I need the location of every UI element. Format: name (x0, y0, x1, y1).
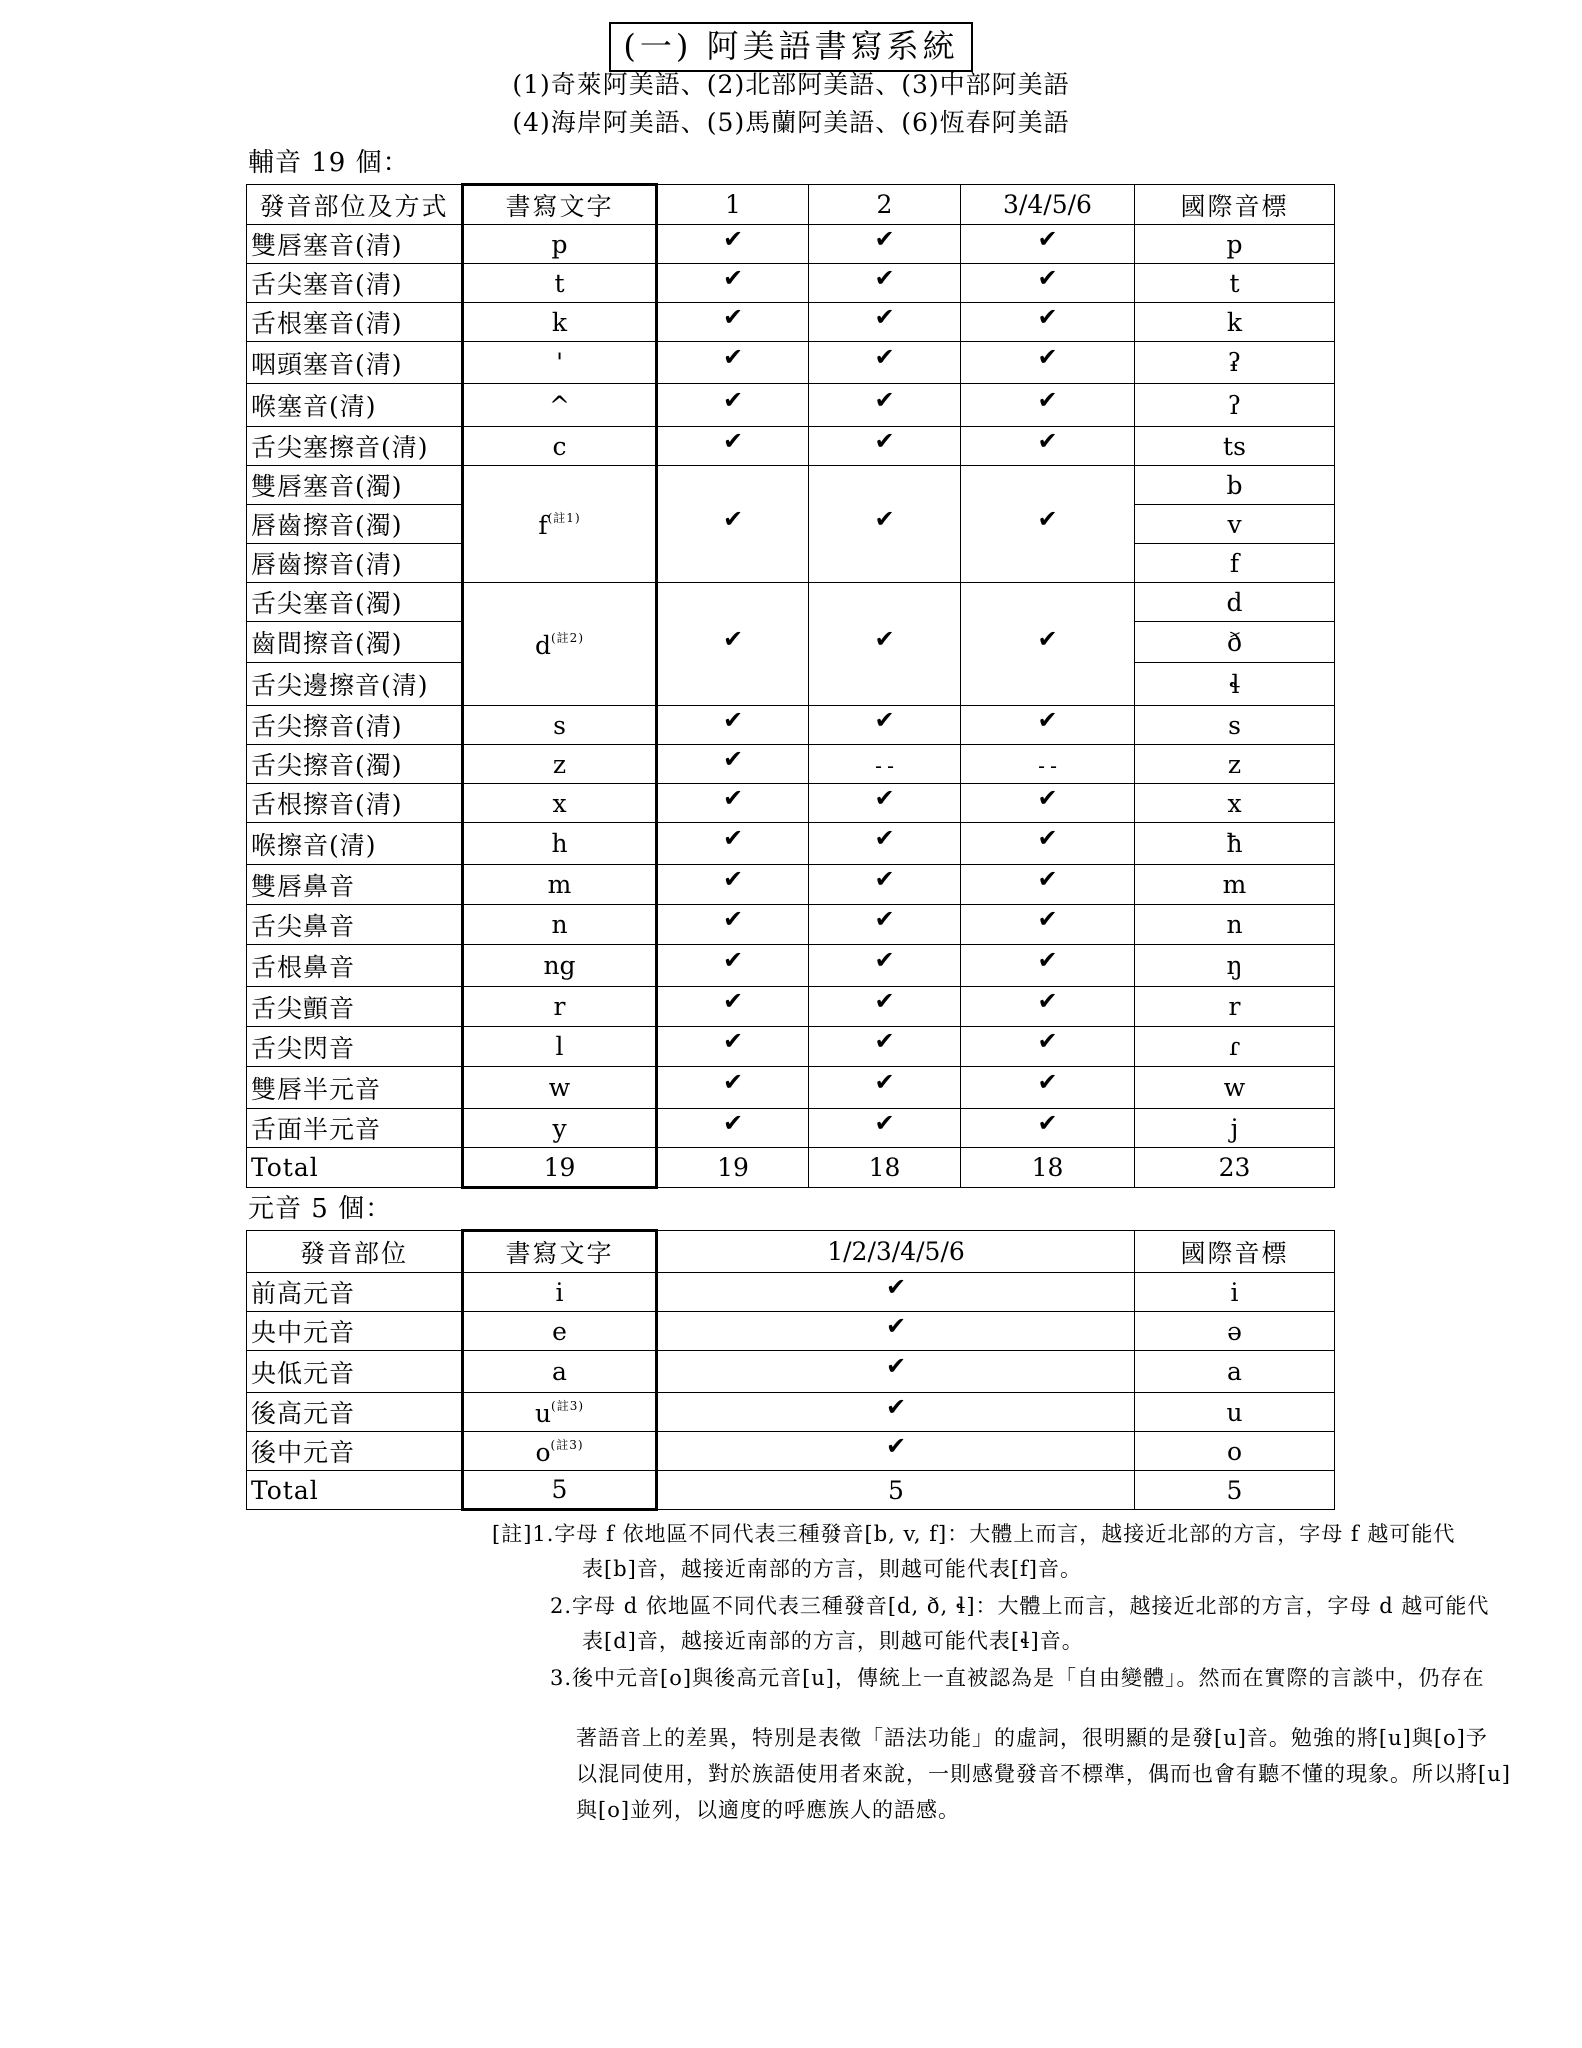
place-cell: 雙唇鼻音 (247, 865, 463, 905)
script-letter: u (534, 1398, 552, 1428)
check-icon: ✔ (874, 1108, 895, 1137)
ipa-cell: a (1135, 1351, 1335, 1393)
script-cell: h (463, 823, 657, 865)
check-icon: ✔ (722, 705, 744, 734)
script-cell: z (463, 745, 657, 784)
script-cell: w (463, 1067, 657, 1109)
table-row (247, 905, 1335, 945)
check-icon: ✔ (1037, 1027, 1058, 1055)
table-row (247, 1273, 1335, 1312)
ipa-cell: z (1135, 745, 1335, 784)
vowels-label: 元音 5 個： (248, 1194, 393, 1224)
table-row (247, 303, 1335, 342)
script-cell-merged (463, 583, 657, 706)
check-icon: ✔ (874, 946, 895, 974)
ipa-cell: t (1135, 264, 1335, 303)
header-place: 發音部位 (247, 1231, 463, 1273)
table-row (247, 706, 1335, 745)
header-script: 書寫文字 (463, 1231, 657, 1273)
total-script: 5 (463, 1471, 657, 1510)
check-icon: ✔ (1037, 624, 1058, 653)
ipa-cell: o (1135, 1432, 1335, 1471)
place-cell: 央中元音 (247, 1312, 463, 1351)
check-icon: ✔ (1037, 302, 1058, 331)
place-cell: 舌尖鼻音 (247, 905, 463, 945)
table-header-row (247, 1231, 1335, 1273)
script-letter: d (534, 630, 551, 660)
place-cell: 唇齒擦音(濁) (247, 505, 463, 544)
total-label: Total (247, 1471, 463, 1510)
place-cell: 舌尖邊擦音(清) (247, 663, 463, 706)
script-cell-merged (463, 466, 657, 583)
total-row (247, 1471, 1335, 1510)
header-dialect-3456: 3/4/5/6 (961, 185, 1135, 225)
consonants-label: 輔音 19 個： (248, 148, 410, 178)
script-cell: e (463, 1312, 657, 1351)
check-icon: ✔ (1037, 905, 1058, 933)
script-cell-with-note (463, 1432, 657, 1471)
total-row (247, 1148, 1335, 1188)
check-icon: ✔ (1037, 865, 1058, 893)
footnote-1-line-1: [註]1.字母 f 依地區不同代表三種發音[b, v, f]：大體上而言，越接近北部的方言，字母 f 越可能代 (492, 1522, 1456, 1546)
table-row (247, 745, 1335, 784)
total-ipa: 23 (1135, 1148, 1335, 1188)
check-icon: ✔ (1037, 504, 1058, 533)
place-cell: 雙唇半元音 (247, 1067, 463, 1109)
total-script: 19 (463, 1148, 657, 1188)
check-icon: ✔ (722, 744, 744, 773)
page-title: (一) 阿美語書寫系統 (609, 22, 972, 72)
footnote-1-line-2: 表[b]音，越接近南部的方言，則越可能代表[f]音。 (582, 1557, 1082, 1581)
place-cell: 咽頭塞音(清) (247, 342, 463, 384)
check-icon: ✔ (874, 343, 895, 371)
ipa-cell: b (1135, 466, 1335, 505)
place-cell: 喉擦音(清) (247, 823, 463, 865)
ipa-cell: ɾ (1135, 1027, 1335, 1067)
script-cell: c (463, 427, 657, 466)
place-cell: 舌根鼻音 (247, 945, 463, 987)
place-cell: 舌尖顫音 (247, 987, 463, 1027)
check-icon: ✔ (1037, 426, 1058, 455)
table-row (247, 823, 1335, 865)
check-icon: ✔ (722, 624, 744, 653)
check-icon: ✔ (1037, 385, 1058, 414)
ipa-cell: d (1135, 583, 1335, 622)
check-icon: ✔ (722, 263, 744, 292)
table-row (247, 384, 1335, 427)
check-icon: ✔ (722, 865, 744, 893)
ipa-cell: j (1135, 1109, 1335, 1148)
header-place: 發音部位及方式 (247, 185, 463, 225)
table-row (247, 784, 1335, 823)
check-icon: ✔ (1037, 824, 1058, 852)
table-row (247, 1312, 1335, 1351)
place-cell: 喉塞音(清) (247, 384, 463, 427)
ipa-cell: k (1135, 303, 1335, 342)
check-icon: ✔ (722, 1068, 744, 1096)
total-ipa: 5 (1135, 1471, 1335, 1510)
total-label: Total (247, 1148, 463, 1188)
check-icon: ✔ (874, 1068, 895, 1096)
script-cell: p (463, 225, 657, 264)
check-icon: ✔ (874, 987, 895, 1015)
check-icon: ✔ (874, 783, 895, 812)
check-icon: ✔ (885, 1431, 907, 1460)
script-letter: o (535, 1437, 551, 1467)
total-dialect-1: 19 (657, 1148, 809, 1188)
check-icon: ✔ (874, 624, 895, 653)
check-icon: ✔ (874, 385, 895, 414)
place-cell: 後高元音 (247, 1393, 463, 1432)
table-row (247, 1027, 1335, 1067)
header-ipa: 國際音標 (1135, 185, 1335, 225)
check-icon: ✔ (722, 302, 744, 331)
ipa-cell: s (1135, 706, 1335, 745)
check-icon: ✔ (1037, 1068, 1058, 1096)
subtitle-dialects-1: (1)奇萊阿美語、(2)北部阿美語、(3)中部阿美語 (512, 70, 1070, 99)
place-cell: 舌面半元音 (247, 1109, 463, 1148)
ipa-cell: ə (1135, 1312, 1335, 1351)
check-icon: ✔ (722, 385, 744, 414)
table-row (247, 583, 1335, 622)
check-icon: ✔ (874, 905, 895, 933)
check-icon: ✔ (1037, 343, 1058, 371)
script-cell: l (463, 1027, 657, 1067)
table-row (247, 427, 1335, 466)
ipa-cell: ʡ (1135, 342, 1335, 384)
consonant-table (246, 183, 1335, 1189)
check-icon: ✔ (874, 865, 895, 893)
script-cell: a (463, 1351, 657, 1393)
script-cell: m (463, 865, 657, 905)
check-icon: ✔ (722, 824, 744, 852)
header-dialects: 1/2/3/4/5/6 (657, 1231, 1135, 1273)
place-cell: 前高元音 (247, 1273, 463, 1312)
check-icon: ✔ (722, 987, 744, 1015)
ipa-cell: m (1135, 865, 1335, 905)
script-cell: i (463, 1273, 657, 1312)
ipa-cell: v (1135, 505, 1335, 544)
note-ref-3: (註3) (550, 1437, 584, 1452)
total-dialect-2: 18 (809, 1148, 961, 1188)
ipa-cell: w (1135, 1067, 1335, 1109)
ipa-cell: p (1135, 225, 1335, 264)
footnote-3-line-1: 3.後中元音[o]與後高元音[u]，傳統上一直被認為是「自由變體」。然而在實際的言談中，仍存在 (550, 1666, 1485, 1690)
total-dialects: 5 (657, 1471, 1135, 1510)
check-icon: ✔ (874, 504, 895, 533)
place-cell: 後中元音 (247, 1432, 463, 1471)
check-icon: ✔ (1037, 987, 1058, 1015)
check-icon: ✔ (874, 1027, 895, 1055)
footnote-2-line-2: 表[d]音，越接近南部的方言，則越可能代表[ɬ]音。 (582, 1629, 1084, 1653)
note-ref-3: (註3) (551, 1398, 585, 1413)
table-row (247, 865, 1335, 905)
header-ipa: 國際音標 (1135, 1231, 1335, 1273)
place-cell: 舌尖塞擦音(清) (247, 427, 463, 466)
script-cell: n (463, 905, 657, 945)
check-icon: ✔ (885, 1392, 907, 1421)
script-cell: ng (463, 945, 657, 987)
script-cell: k (463, 303, 657, 342)
check-icon: ✔ (722, 343, 744, 371)
script-cell: x (463, 784, 657, 823)
table-row (247, 945, 1335, 987)
table-row (247, 1393, 1335, 1432)
place-cell: 舌尖閃音 (247, 1027, 463, 1067)
check-icon: ✔ (722, 504, 744, 533)
footnote-3-line-2: 著語音上的差異，特別是表徵「語法功能」的虛詞，很明顯的是發[u]音。勉強的將[u]與[o]予 (576, 1726, 1488, 1750)
check-icon: ✔ (874, 824, 895, 852)
footnote-3-line-4: 與[o]並列，以適度的呼應族人的語感。 (576, 1798, 961, 1822)
script-cell: r (463, 987, 657, 1027)
table-row (247, 987, 1335, 1027)
check-icon: ✔ (1037, 263, 1058, 292)
dash-mark: -- (872, 753, 897, 778)
check-icon: ✔ (722, 1027, 744, 1055)
title-wrap (0, 22, 1582, 72)
dialect-3456-cell (961, 225, 1135, 264)
table-header-row (247, 185, 1335, 225)
table-row (247, 1109, 1335, 1148)
table-row (247, 1067, 1335, 1109)
check-icon: ✔ (722, 1108, 744, 1137)
dialect-1-cell (657, 225, 809, 264)
ipa-cell: r (1135, 987, 1335, 1027)
check-icon: ✔ (874, 302, 895, 331)
check-icon: ✔ (722, 905, 744, 933)
table-row (247, 342, 1335, 384)
ipa-cell: f (1135, 544, 1335, 583)
check-icon: ✔ (885, 1272, 907, 1301)
ipa-cell: i (1135, 1273, 1335, 1312)
place-cell: 舌根塞音(清) (247, 303, 463, 342)
ipa-cell: ð (1135, 622, 1335, 663)
check-icon: ✔ (722, 224, 744, 253)
check-icon: ✔ (722, 426, 744, 455)
place-cell: 舌尖擦音(濁) (247, 745, 463, 784)
table-row (247, 466, 1335, 505)
check-icon: ✔ (1037, 224, 1058, 253)
place-cell: 雙唇塞音(清) (247, 225, 463, 264)
check-icon: ✔ (885, 1311, 907, 1340)
script-cell: y (463, 1109, 657, 1148)
header-dialect-1: 1 (657, 185, 809, 225)
script-cell: ^ (463, 384, 657, 427)
script-letter: f (538, 510, 548, 540)
table-row (247, 225, 1335, 264)
ipa-cell: x (1135, 784, 1335, 823)
check-icon: ✔ (885, 1352, 907, 1380)
place-cell: 舌尖塞音(濁) (247, 583, 463, 622)
check-icon: ✔ (874, 224, 895, 253)
ipa-cell: ħ (1135, 823, 1335, 865)
place-cell: 舌尖擦音(清) (247, 706, 463, 745)
table-row (247, 1432, 1335, 1471)
script-cell: ' (463, 342, 657, 384)
place-cell: 舌根擦音(清) (247, 784, 463, 823)
script-cell-with-note (463, 1393, 657, 1432)
table-row (247, 1351, 1335, 1393)
note-ref-2: (註2) (551, 630, 584, 645)
note-ref-1: (註1) (547, 510, 581, 525)
check-icon: ✔ (1037, 1108, 1058, 1137)
check-icon: ✔ (722, 783, 744, 812)
vowel-table (246, 1229, 1335, 1511)
check-icon: ✔ (874, 263, 895, 292)
place-cell: 舌尖塞音(清) (247, 264, 463, 303)
ipa-cell: n (1135, 905, 1335, 945)
place-cell: 唇齒擦音(清) (247, 544, 463, 583)
footnote-2-line-1: 2.字母 d 依地區不同代表三種發音[d, ð, ɬ]：大體上而言，越接近北部的方言，字母 d 越可能代 (550, 1594, 1490, 1618)
dialect-2-cell (809, 225, 961, 264)
ipa-cell: ŋ (1135, 945, 1335, 987)
check-icon: ✔ (1037, 705, 1058, 734)
check-icon: ✔ (1037, 783, 1058, 812)
footnote-3-line-3: 以混同使用，對於族語使用者來說，一則感覺發音不標準，偶而也會有聽不懂的現象。所以將[u] (576, 1762, 1511, 1786)
ipa-cell: u (1135, 1393, 1335, 1432)
place-cell: 齒間擦音(濁) (247, 622, 463, 663)
header-dialect-2: 2 (809, 185, 961, 225)
subtitle-dialects-2: (4)海岸阿美語、(5)馬蘭阿美語、(6)恆春阿美語 (512, 108, 1070, 137)
ipa-cell: ɬ (1135, 663, 1335, 706)
header-script: 書寫文字 (463, 185, 657, 225)
check-icon: ✔ (874, 705, 895, 734)
script-cell: t (463, 264, 657, 303)
check-icon: ✔ (722, 946, 744, 974)
total-dialect-3456: 18 (961, 1148, 1135, 1188)
table-row (247, 264, 1335, 303)
place-cell: 雙唇塞音(濁) (247, 466, 463, 505)
ipa-cell: ʔ (1135, 384, 1335, 427)
dash-mark: -- (1035, 753, 1060, 778)
script-cell: s (463, 706, 657, 745)
check-icon: ✔ (874, 426, 895, 455)
check-icon: ✔ (1037, 946, 1058, 974)
place-cell: 央低元音 (247, 1351, 463, 1393)
ipa-cell: ts (1135, 427, 1335, 466)
